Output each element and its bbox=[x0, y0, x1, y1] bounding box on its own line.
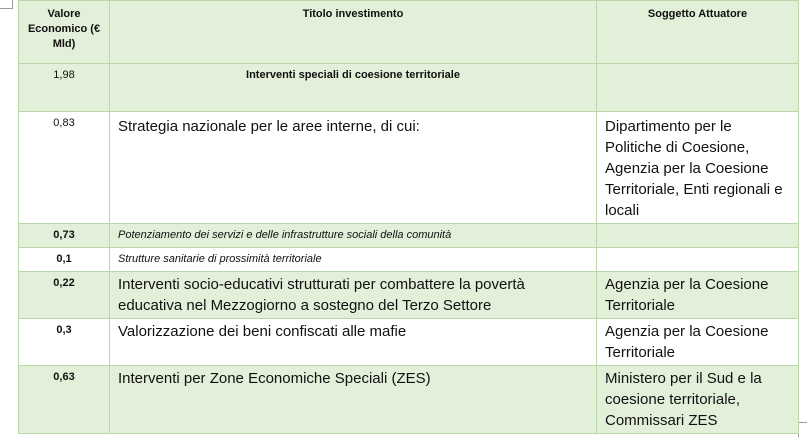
row-actor: Agenzia per la Coesione Territoriale bbox=[597, 272, 799, 319]
row-actor: Dipartimento per le Politiche di Coesione, Agenzia per la Coesione Territoriale, Enti regionali e locali bbox=[597, 112, 799, 224]
row-actor: Ministero per il Sud e la coesione territoriale, Commissari ZES bbox=[597, 366, 799, 434]
row-value: 0,3 bbox=[19, 319, 110, 366]
row-value: 0,1 bbox=[19, 248, 110, 272]
row-title: Interventi per Zone Economiche Speciali (ZES) bbox=[110, 366, 597, 434]
row-value: 0,63 bbox=[19, 366, 110, 434]
row-actor bbox=[597, 248, 799, 272]
header-title: Titolo investimento bbox=[110, 1, 597, 64]
row-value: 1,98 bbox=[19, 64, 110, 112]
row-title: Interventi socio-educativi strutturati per combattere la povertà educativa nel Mezzogiorno a sostegno del Terzo Settore bbox=[110, 272, 597, 319]
row-title: Strategia nazionale per le aree interne, di cui: bbox=[110, 112, 597, 224]
table-row bbox=[19, 319, 799, 366]
table-row bbox=[19, 366, 799, 434]
row-value: 0,73 bbox=[19, 224, 110, 248]
header-actor: Soggetto Attuatore bbox=[597, 1, 799, 64]
page-corner-mark bbox=[0, 0, 13, 9]
page-corner-mark bbox=[798, 422, 807, 437]
table-row bbox=[19, 112, 799, 224]
table-row bbox=[19, 248, 799, 272]
row-title: Valorizzazione dei beni confiscati alle mafie bbox=[110, 319, 597, 366]
row-title: Strutture sanitarie di prossimità territoriale bbox=[110, 248, 597, 272]
row-value: 0,22 bbox=[19, 272, 110, 319]
row-actor bbox=[597, 224, 799, 248]
table-row bbox=[19, 272, 799, 319]
row-title: Interventi speciali di coesione territoriale bbox=[110, 64, 597, 112]
table-row bbox=[19, 224, 799, 248]
table-row bbox=[19, 64, 799, 112]
header-value: Valore Economico (€ Mld) bbox=[19, 1, 110, 64]
row-actor bbox=[597, 64, 799, 112]
row-title: Potenziamento dei servizi e delle infrastrutture sociali della comunità bbox=[110, 224, 597, 248]
investment-table bbox=[18, 0, 799, 434]
table-header-row bbox=[19, 1, 799, 64]
row-actor: Agenzia per la Coesione Territoriale bbox=[597, 319, 799, 366]
row-value: 0,83 bbox=[19, 112, 110, 224]
